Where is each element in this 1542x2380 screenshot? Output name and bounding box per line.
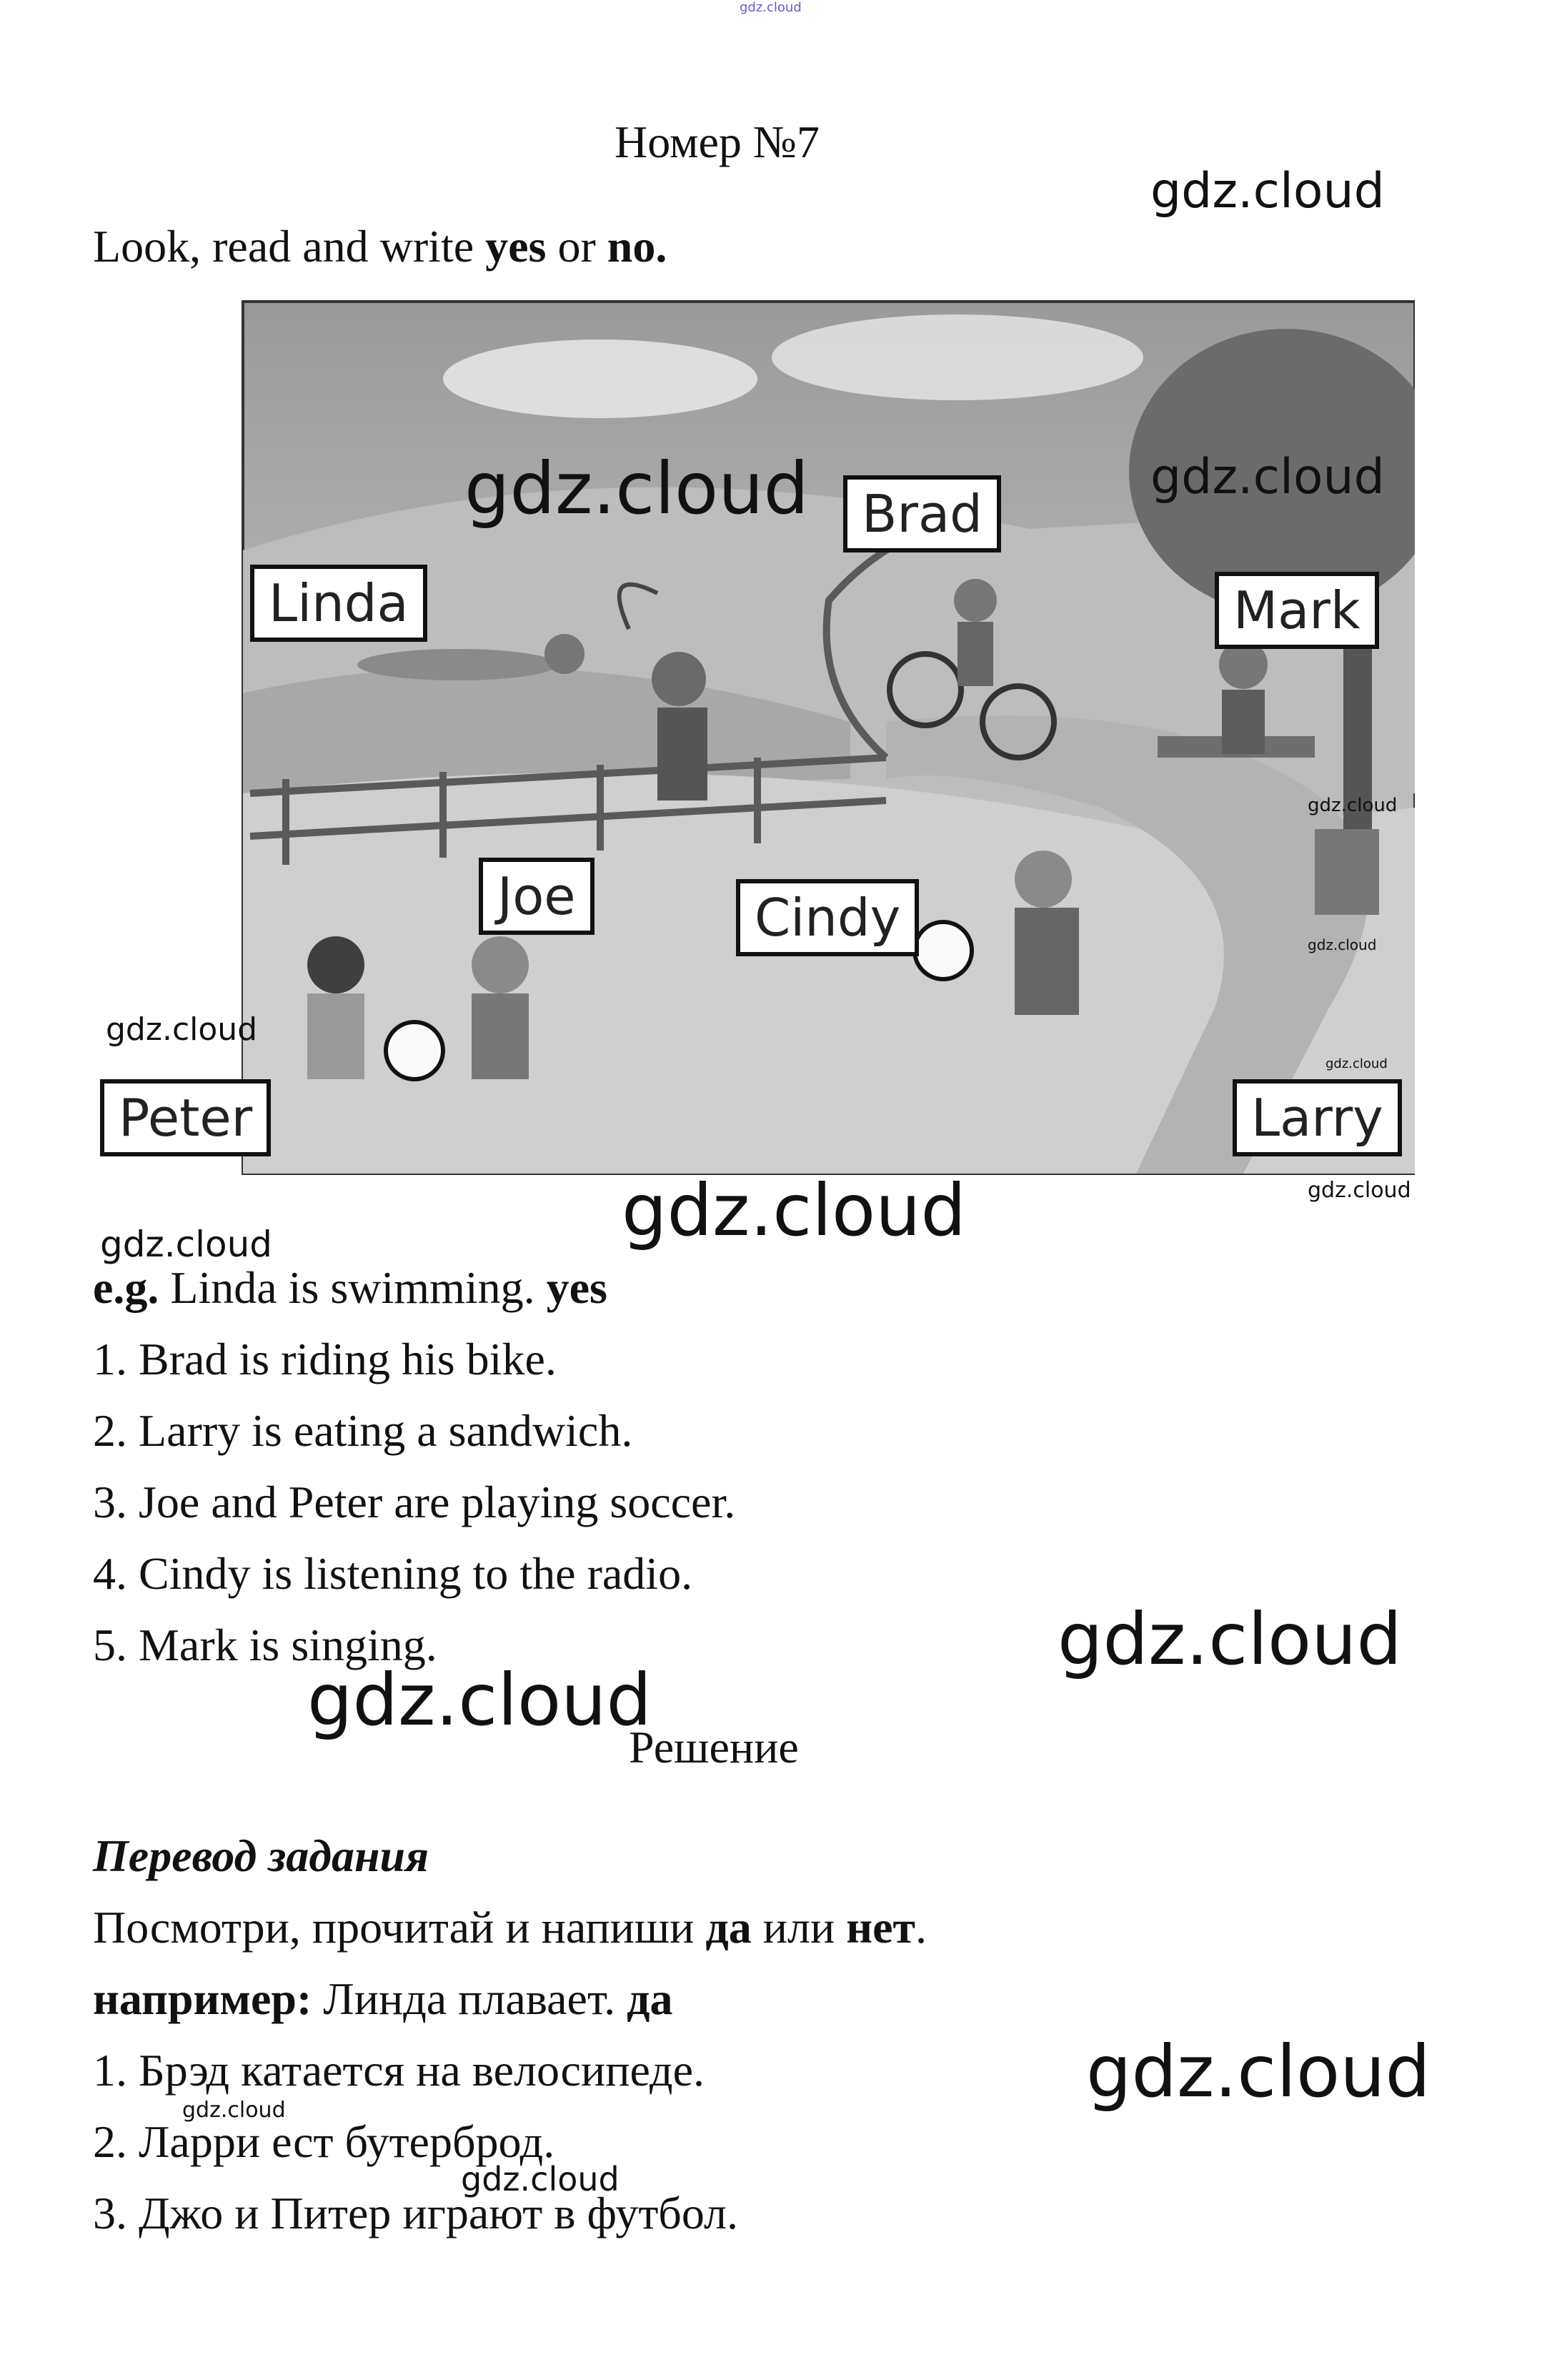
translation-example-text: Линда плавает.: [312, 1973, 627, 2024]
solution-title: Решение: [629, 1722, 799, 1772]
park-scene-drawing: [100, 293, 1415, 1179]
watermark-top: gdz.cloud: [740, 0, 802, 15]
watermark: gdz.cloud: [1308, 795, 1398, 816]
watermark: gdz.cloud: [1150, 163, 1385, 219]
sentence-4: 4. Cindy is listening to the radio.: [93, 1548, 693, 1599]
watermark: gdz.cloud: [461, 2160, 620, 2198]
example-line: [93, 1261, 607, 1314]
sentence-5: 5. Mark is singing.: [93, 1620, 437, 1670]
watermark: gdz.cloud: [106, 1011, 258, 1048]
example-text: Linda is swimming.: [159, 1262, 547, 1313]
watermark: gdz.cloud: [182, 2098, 286, 2123]
sentence-1: 1. Brad is riding his bike.: [93, 1334, 557, 1384]
watermark: gdz.cloud: [622, 1169, 967, 1252]
translation-example-answer: да: [627, 1973, 673, 2024]
instruction-text: Look, read and write: [93, 221, 486, 272]
translation-or: или: [751, 1902, 847, 1953]
translation-title: Перевод задания: [93, 1830, 429, 1881]
instruction-no: no.: [607, 221, 667, 272]
park-illustration: [100, 293, 1415, 1179]
example-answer: yes: [546, 1262, 607, 1313]
sentence-3: 3. Joe and Peter are playing soccer.: [93, 1477, 736, 1527]
exercise-heading: Номер №7: [615, 116, 820, 167]
example-prefix: e.g.: [93, 1262, 159, 1313]
translation-yes: да: [705, 1902, 752, 1953]
label-brad: Brad: [843, 475, 1001, 552]
watermark: gdz.cloud: [464, 447, 810, 530]
translation-example: [93, 1973, 672, 2026]
label-cindy: Cindy: [736, 879, 919, 956]
watermark: gdz.cloud: [100, 1224, 273, 1265]
watermark: gdz.cloud: [1325, 1056, 1388, 1071]
watermark: gdz.cloud: [1150, 449, 1385, 505]
sentence-2: 2. Larry is eating a sandwich.: [93, 1405, 633, 1456]
label-mark: Mark: [1215, 572, 1379, 649]
watermark: gdz.cloud: [307, 1658, 652, 1742]
label-larry: Larry: [1233, 1079, 1402, 1156]
label-linda: Linda: [250, 565, 427, 642]
watermark: gdz.cloud: [1086, 2030, 1431, 2113]
label-joe: Joe: [479, 858, 595, 935]
translation-sentence-2: 2. Ларри ест бутерброд.: [93, 2116, 555, 2167]
instruction: [93, 220, 667, 273]
translation-sentence-1: 1. Брэд катается на велосипеде.: [93, 2045, 705, 2096]
watermark: gdz.cloud: [1308, 936, 1377, 953]
translation-no: нет: [846, 1902, 915, 1953]
translation-sentence-3: 3. Джо и Питер играют в футбол.: [93, 2188, 738, 2238]
watermark: gdz.cloud: [1308, 1178, 1411, 1203]
translation-example-prefix: например:: [93, 1973, 312, 2024]
translation-instruction-text: Посмотри, прочитай и напиши: [93, 1902, 706, 1953]
translation-period: .: [915, 1902, 927, 1953]
watermark: gdz.cloud: [1058, 1597, 1403, 1681]
label-peter: Peter: [100, 1079, 271, 1156]
translation-instruction: [93, 1901, 927, 1954]
instruction-yes: yes: [485, 221, 547, 272]
instruction-or: or: [546, 221, 607, 272]
